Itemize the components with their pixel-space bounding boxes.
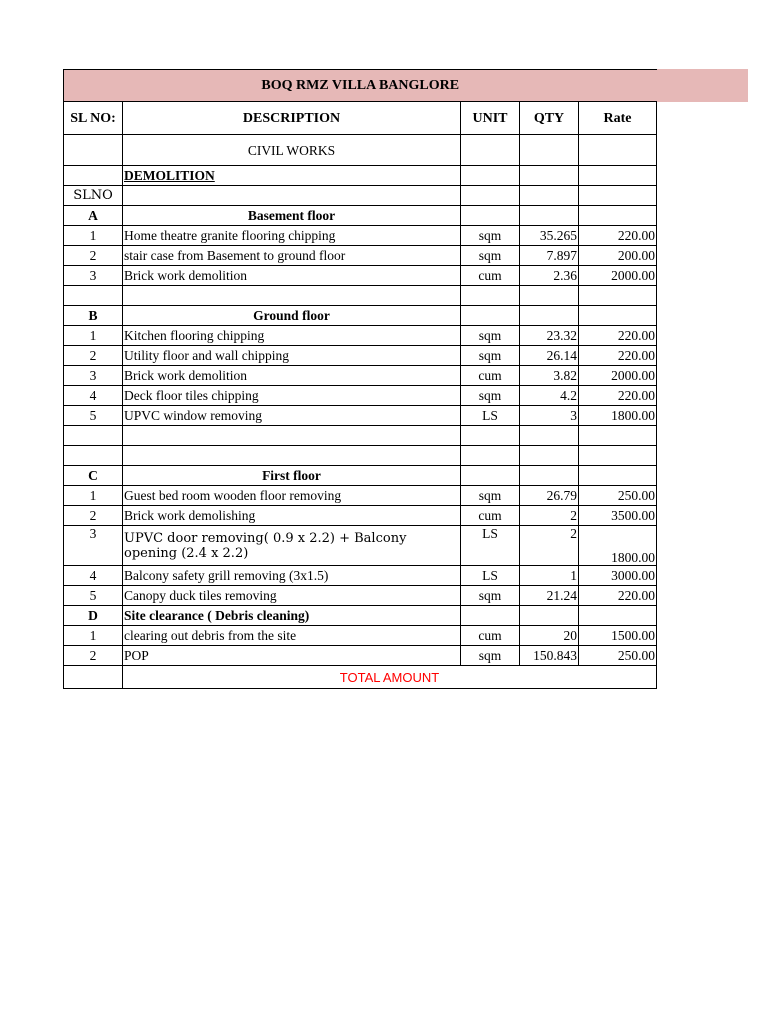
item-rate: 220.00	[579, 386, 657, 406]
table-row	[64, 646, 657, 666]
item-number: 5	[64, 586, 123, 606]
item-rate: 3000.00	[579, 566, 657, 586]
item-description: Guest bed room wooden floor removing	[123, 486, 461, 506]
section-id: C	[64, 466, 123, 486]
table-row	[64, 246, 657, 266]
item-qty: 3.82	[520, 366, 579, 386]
item-number: 1	[64, 226, 123, 246]
item-unit: sqm	[461, 226, 520, 246]
item-description: Balcony safety grill removing (3x1.5)	[123, 566, 461, 586]
civil-works-row	[64, 135, 657, 166]
item-qty: 2	[520, 526, 579, 566]
section-name: Basement floor	[123, 206, 461, 226]
table-row	[64, 626, 657, 646]
item-qty: 7.897	[520, 246, 579, 266]
table-row	[64, 566, 657, 586]
item-qty: 23.32	[520, 326, 579, 346]
section-name: Ground floor	[123, 306, 461, 326]
item-description: Kitchen flooring chipping	[123, 326, 461, 346]
item-unit: LS	[461, 406, 520, 426]
item-number: 4	[64, 566, 123, 586]
item-number: 2	[64, 246, 123, 266]
slno-label: SLNO	[64, 186, 123, 206]
total-row	[64, 666, 657, 689]
item-qty: 26.79	[520, 486, 579, 506]
item-number: 2	[64, 506, 123, 526]
item-qty: 2	[520, 506, 579, 526]
item-qty: 21.24	[520, 586, 579, 606]
item-rate: 2000.00	[579, 266, 657, 286]
header-sl-no: SL NO:	[64, 102, 123, 135]
slno-row	[64, 186, 657, 206]
item-description: Deck floor tiles chipping	[123, 386, 461, 406]
item-description: Brick work demolition	[123, 266, 461, 286]
item-rate: 200.00	[579, 246, 657, 266]
item-qty: 35.265	[520, 226, 579, 246]
title-row	[64, 70, 657, 102]
table-row	[64, 586, 657, 606]
item-unit: cum	[461, 366, 520, 386]
item-qty: 4.2	[520, 386, 579, 406]
header-qty: QTY	[520, 102, 579, 135]
item-description: clearing out debris from the site	[123, 626, 461, 646]
item-unit: sqm	[461, 386, 520, 406]
civil-works-heading: CIVIL WORKS	[123, 135, 461, 166]
table-row	[64, 406, 657, 426]
table-row	[64, 506, 657, 526]
total-amount-label: TOTAL AMOUNT	[123, 666, 657, 689]
item-number: 1	[64, 326, 123, 346]
item-description: Brick work demolishing	[123, 506, 461, 526]
item-description: UPVC door removing( 0.9 x 2.2) + Balcony opening (2.4 x 2.2)	[123, 526, 461, 566]
item-unit: cum	[461, 266, 520, 286]
item-rate: 250.00	[579, 646, 657, 666]
item-qty: 26.14	[520, 346, 579, 366]
item-qty: 20	[520, 626, 579, 646]
item-rate: 250.00	[579, 486, 657, 506]
item-rate: 1800.00	[579, 406, 657, 426]
item-rate: 1500.00	[579, 626, 657, 646]
table-row	[64, 326, 657, 346]
boq-table	[63, 69, 657, 689]
table-row	[64, 226, 657, 246]
item-description: Home theatre granite flooring chipping	[123, 226, 461, 246]
demolition-heading: DEMOLITION	[123, 166, 461, 186]
item-unit: sqm	[461, 586, 520, 606]
section-row	[64, 606, 657, 626]
item-unit: cum	[461, 626, 520, 646]
item-unit: sqm	[461, 486, 520, 506]
table-row	[64, 266, 657, 286]
item-rate: 220.00	[579, 586, 657, 606]
header-row	[64, 102, 657, 135]
item-qty: 150.843	[520, 646, 579, 666]
table-row	[64, 486, 657, 506]
empty-row	[64, 426, 657, 446]
item-unit: LS	[461, 566, 520, 586]
table-row	[64, 346, 657, 366]
item-unit: sqm	[461, 246, 520, 266]
header-rate: Rate	[579, 102, 657, 135]
item-number: 3	[64, 526, 123, 566]
demolition-row	[64, 166, 657, 186]
item-number: 2	[64, 646, 123, 666]
item-rate: 220.00	[579, 326, 657, 346]
header-description: DESCRIPTION	[123, 102, 461, 135]
item-number: 4	[64, 386, 123, 406]
item-description: POP	[123, 646, 461, 666]
item-number: 1	[64, 626, 123, 646]
section-id: A	[64, 206, 123, 226]
empty-row	[64, 286, 657, 306]
section-row	[64, 466, 657, 486]
section-row	[64, 206, 657, 226]
item-rate: 3500.00	[579, 506, 657, 526]
item-description: stair case from Basement to ground floor	[123, 246, 461, 266]
item-unit: sqm	[461, 646, 520, 666]
item-unit: sqm	[461, 346, 520, 366]
table-row	[64, 366, 657, 386]
table-row	[64, 386, 657, 406]
header-unit: UNIT	[461, 102, 520, 135]
table-row	[64, 526, 657, 566]
item-number: 5	[64, 406, 123, 426]
item-number: 3	[64, 266, 123, 286]
item-description: Brick work demolition	[123, 366, 461, 386]
section-name: First floor	[123, 466, 461, 486]
item-rate: 2000.00	[579, 366, 657, 386]
item-rate: 220.00	[579, 226, 657, 246]
item-description: Utility floor and wall chipping	[123, 346, 461, 366]
item-description: UPVC window removing	[123, 406, 461, 426]
boq-sheet	[63, 69, 657, 689]
item-number: 1	[64, 486, 123, 506]
item-qty: 1	[520, 566, 579, 586]
item-unit: sqm	[461, 326, 520, 346]
section-row	[64, 306, 657, 326]
item-qty: 2.36	[520, 266, 579, 286]
item-unit: cum	[461, 506, 520, 526]
item-number: 3	[64, 366, 123, 386]
item-description: Canopy duck tiles removing	[123, 586, 461, 606]
section-id: D	[64, 606, 123, 626]
title-bar-extension	[656, 69, 748, 102]
sheet-title: BOQ RMZ VILLA BANGLORE	[64, 70, 657, 102]
empty-row	[64, 446, 657, 466]
item-rate: 1800.00	[579, 526, 657, 566]
item-rate: 220.00	[579, 346, 657, 366]
item-qty: 3	[520, 406, 579, 426]
section-id: B	[64, 306, 123, 326]
section-name: Site clearance ( Debris cleaning)	[123, 606, 461, 626]
item-number: 2	[64, 346, 123, 366]
item-unit: LS	[461, 526, 520, 566]
